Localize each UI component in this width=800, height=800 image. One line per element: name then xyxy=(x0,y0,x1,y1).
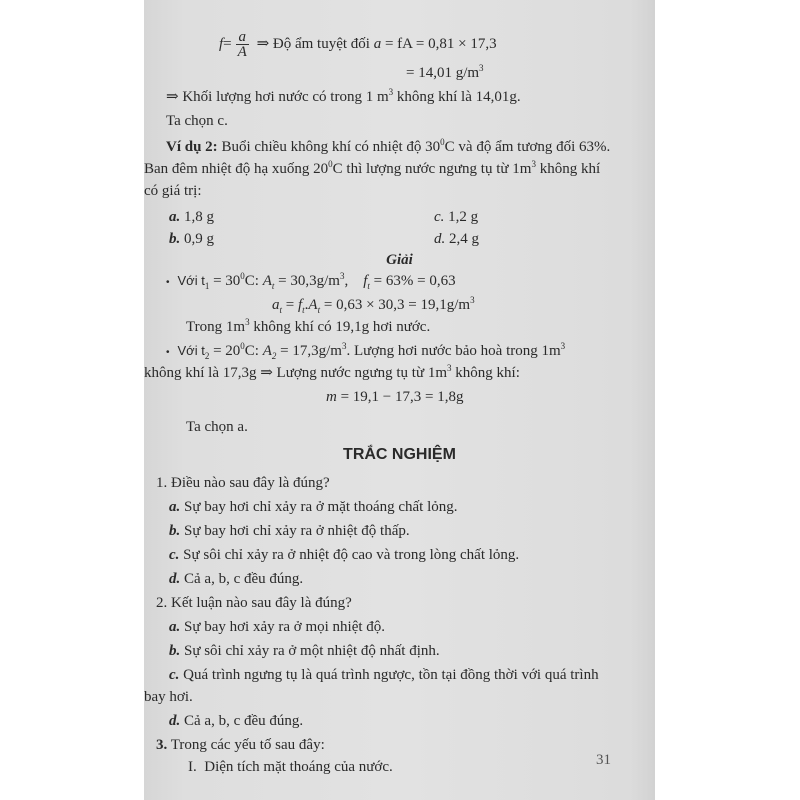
A-sub: t xyxy=(317,305,321,315)
a-symbol: a xyxy=(272,297,280,313)
equals-sign: = xyxy=(223,35,232,52)
book-page xyxy=(144,0,655,800)
choose-c: Ta chọn c. xyxy=(166,113,228,129)
A-sub: t xyxy=(271,281,275,291)
question-text: Điều nào sau đây là đúng? xyxy=(171,475,330,491)
fraction-numerator: a xyxy=(236,30,249,45)
example2-option-c xyxy=(434,208,478,226)
option-letter: c. xyxy=(169,547,180,563)
option-text: 2,4 g xyxy=(449,231,479,247)
question-number: 1. xyxy=(156,475,168,491)
q3-item-1 xyxy=(188,758,393,776)
option-letter: b. xyxy=(169,523,181,539)
A-symbol: A xyxy=(308,297,318,313)
t1-sub: 1 xyxy=(204,281,210,291)
q2-option-c-continuation: bay hơi. xyxy=(144,689,193,705)
A-value: = 17,3g/m xyxy=(276,343,342,359)
example2-text: không khí xyxy=(539,161,601,177)
result-line xyxy=(406,64,484,82)
solution-t2-line xyxy=(166,342,565,362)
section-title: TRẮC NGHIỆM xyxy=(343,446,456,463)
example2-text: C thì lượng nước ngưng tụ từ 1m xyxy=(332,161,532,177)
dot: . xyxy=(304,297,309,313)
trong-text-after: không khí có 19,1g hơi nước. xyxy=(253,319,431,335)
t2-prefix: Với t xyxy=(177,343,205,358)
degree-sup: 0 xyxy=(240,271,245,281)
t2-after: C: xyxy=(244,343,259,359)
cube-sup: 3 xyxy=(470,295,475,305)
question-text: Trong các yếu tố sau đây: xyxy=(170,737,325,753)
solution-title: Giải xyxy=(386,252,413,268)
question-number: 3. xyxy=(156,737,168,753)
option-text: Sự bay hơi xảy ra ở mọi nhiệt độ. xyxy=(184,619,386,635)
f-value: = 63% = 0,63 xyxy=(369,273,456,289)
example2-option-a xyxy=(169,208,214,226)
q2-option-a xyxy=(169,618,385,636)
option-text: 0,9 g xyxy=(184,231,214,247)
cube-sup: 3 xyxy=(339,271,345,281)
example2-option-b xyxy=(169,230,214,248)
fraction-denominator: A xyxy=(237,44,247,60)
option-text: Sự sôi chỉ xảy ra ở nhiệt độ cao và trong lòng chất lỏng. xyxy=(183,547,520,563)
implies-arrow: ⇒ xyxy=(256,35,270,52)
example2-line3: có giá trị: xyxy=(144,183,202,199)
option-text: Sự bay hơi chỉ xảy ra ở mặt thoáng chất lỏng. xyxy=(184,499,458,515)
option-letter: d. xyxy=(169,713,181,729)
t2-line2-text: không khí là 17,3g ⇒ Lượng nước ngưng tụ từ 1m xyxy=(144,365,448,381)
example2-option-d xyxy=(434,230,479,248)
cube-sup: 3 xyxy=(447,363,452,373)
t2-sub: 2 xyxy=(204,351,210,361)
option-text: Cả a, b, c đều đúng. xyxy=(184,713,304,729)
degree-sup: 0 xyxy=(440,137,445,147)
separator: , xyxy=(344,273,349,289)
f-symbol: f xyxy=(219,35,224,52)
question-3 xyxy=(156,736,325,754)
q1-option-a xyxy=(169,498,458,516)
solution-t1-line xyxy=(166,272,456,292)
implies-arrow: ⇒ xyxy=(166,89,179,105)
example2-line2 xyxy=(144,160,600,178)
f-sub: t xyxy=(367,281,370,291)
example2-text: Ban đêm nhiệt độ hạ xuống 20 xyxy=(144,161,329,177)
example2-text: Buổi chiều không khí có nhiệt độ 30 xyxy=(221,139,441,155)
option-text: Quá trình ngưng tụ là quá trình ngược, tồn tại đồng thời với quá trình xyxy=(183,667,599,683)
question-2 xyxy=(156,594,352,612)
cube-sup: 3 xyxy=(341,341,347,351)
f-sub: t xyxy=(302,305,305,315)
bullet-icon: • xyxy=(166,277,170,288)
f-symbol: f xyxy=(297,297,303,313)
solution-trong-line xyxy=(186,318,430,336)
t1-after: C: xyxy=(244,273,259,289)
item-numeral: I. xyxy=(188,759,197,775)
option-letter: b. xyxy=(169,643,181,659)
item-text: Diện tích mặt thoáng của nước. xyxy=(204,759,393,775)
cube-sup: 3 xyxy=(531,159,536,169)
option-text: 1,2 g xyxy=(448,209,479,225)
degree-sup: 0 xyxy=(240,341,245,351)
example2-label: Ví dụ 2: xyxy=(166,139,218,155)
option-letter: a. xyxy=(169,619,181,635)
q2-option-c xyxy=(169,666,599,684)
q2-option-d xyxy=(169,712,303,730)
m-symbol: m xyxy=(326,389,337,405)
cube-sup: 3 xyxy=(560,341,566,351)
q2-option-b xyxy=(169,642,440,660)
trong-text: Trong 1m xyxy=(186,319,246,335)
mass-line xyxy=(166,88,521,106)
example2-line1 xyxy=(166,138,610,156)
degree-sup: 0 xyxy=(328,159,333,169)
t2-line2-after: không khí: xyxy=(455,365,520,381)
option-letter: a. xyxy=(169,209,181,225)
solution-t2-line2 xyxy=(144,364,520,382)
option-letter: c. xyxy=(434,209,445,225)
q1-option-c xyxy=(169,546,519,564)
question-text: Kết luận nào sau đây là đúng? xyxy=(171,595,352,611)
t2-temp: = 20 xyxy=(209,343,241,359)
formula-text: Độ ẩm tuyệt đối xyxy=(272,35,370,52)
m-line-rest: = 19,1 − 17,3 = 1,8g xyxy=(336,389,464,405)
option-letter: d. xyxy=(169,571,181,587)
f-symbol: f xyxy=(363,273,368,289)
option-letter: b. xyxy=(169,231,181,247)
result-sup: 3 xyxy=(479,63,484,73)
A-value: = 30,3g/m xyxy=(274,273,340,289)
mass-sup: 3 xyxy=(388,87,394,97)
option-letter: a. xyxy=(169,499,181,515)
q1-option-d xyxy=(169,570,303,588)
solution-m-line xyxy=(326,388,463,406)
option-text: Sự sôi chỉ xảy ra ở một nhiệt độ nhất định. xyxy=(184,643,440,659)
mass-text-after: không khí là 14,01g. xyxy=(396,89,521,105)
formula-line xyxy=(219,30,497,59)
a-symbol: a xyxy=(373,35,382,52)
A-symbol: A xyxy=(262,343,272,359)
q1-option-b xyxy=(169,522,410,540)
A-symbol: A xyxy=(262,273,272,289)
a-line-rest: = 0,63 × 30,3 = 19,1g/m xyxy=(320,297,471,313)
A-sub: 2 xyxy=(271,351,277,361)
result-value: = 14,01 g/m xyxy=(406,65,480,81)
a-sub: t xyxy=(279,305,283,315)
question-number: 2. xyxy=(156,595,168,611)
option-text: Cả a, b, c đều đúng. xyxy=(184,571,304,587)
t1-prefix: Với t xyxy=(177,273,205,288)
equals: = xyxy=(282,297,298,313)
t1-temp: = 30 xyxy=(209,273,241,289)
option-text: 1,8 g xyxy=(184,209,214,225)
question-1 xyxy=(156,474,330,492)
cube-sup: 3 xyxy=(245,317,250,327)
choose-a: Ta chọn a. xyxy=(186,419,248,435)
t2-text: . Lượng hơi nước bảo hoà trong 1m xyxy=(346,343,561,359)
bullet-icon: • xyxy=(166,347,170,358)
fraction-a-over-A xyxy=(236,30,249,59)
option-letter: d. xyxy=(434,231,446,247)
option-text: Sự bay hơi chỉ xảy ra ở nhiệt độ thấp. xyxy=(184,523,410,539)
option-letter: c. xyxy=(169,667,180,683)
example2-text: C và độ ẩm tương đối 63%. xyxy=(444,139,611,155)
solution-a-line xyxy=(272,296,475,314)
page-number: 31 xyxy=(596,752,611,768)
mass-text: Khối lượng hơi nước có trong 1 m xyxy=(182,89,389,105)
formula-expr: = fA = 0,81 × 17,3 xyxy=(384,35,497,52)
